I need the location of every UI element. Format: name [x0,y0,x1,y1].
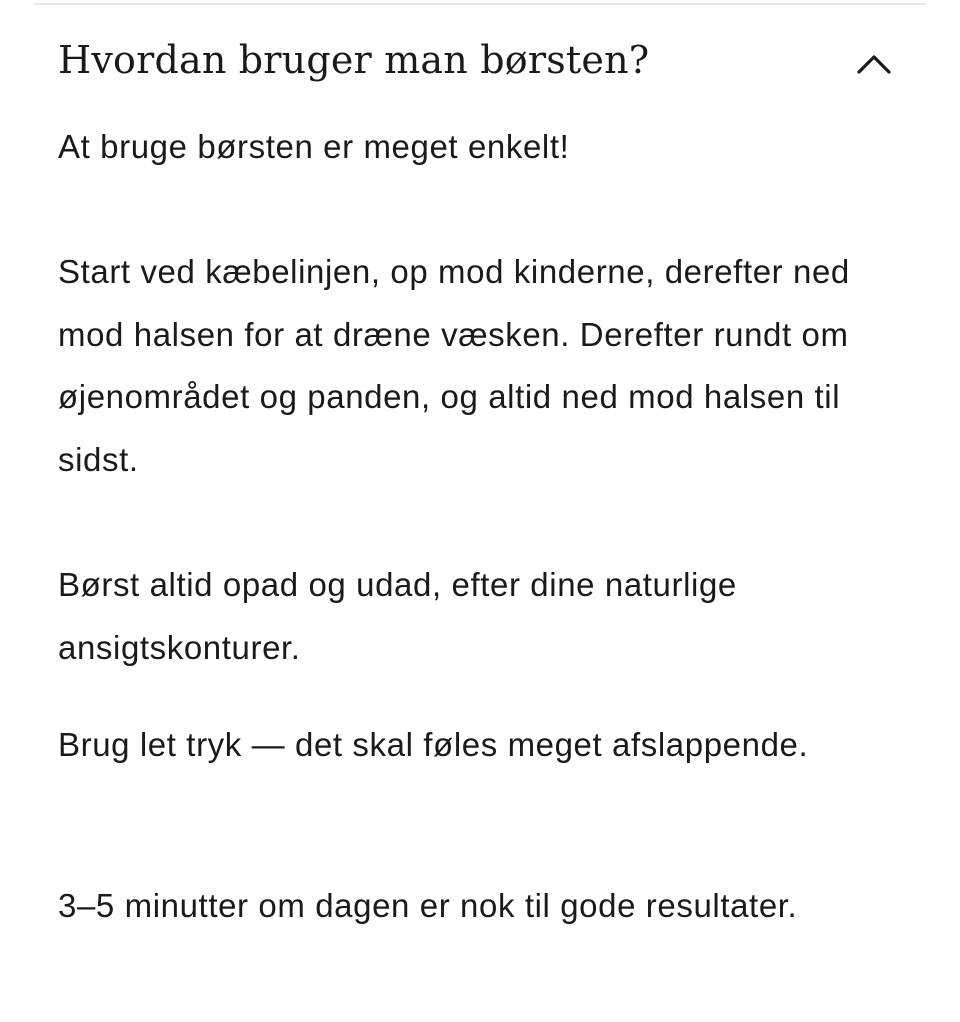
answer-paragraph-duration: 3–5 minutter om dagen er nok til gode resultater. [58,887,798,924]
accordion-header[interactable] [34,20,926,104]
accordion-title: Hvordan bruger man børsten? [58,38,650,82]
top-divider [34,3,926,5]
answer-paragraph-technique: Start ved kæbelinjen, op mod kinderne, derefter ned mod halsen for at dræne væsken. Derefter rundt om øjenområdet og panden, og altid ned mod halsen til sidst. [58,253,850,478]
answer-paragraph-direction: Børst altid opad og udad, efter dine naturlige ansigtskonturer. [58,566,737,666]
chevron-up-icon[interactable] [854,48,894,78]
answer-paragraph-intro: At bruge børsten er meget enkelt! [58,128,570,165]
answer-paragraph-pressure: Brug let tryk — det skal føles meget afslappende. [58,726,809,763]
